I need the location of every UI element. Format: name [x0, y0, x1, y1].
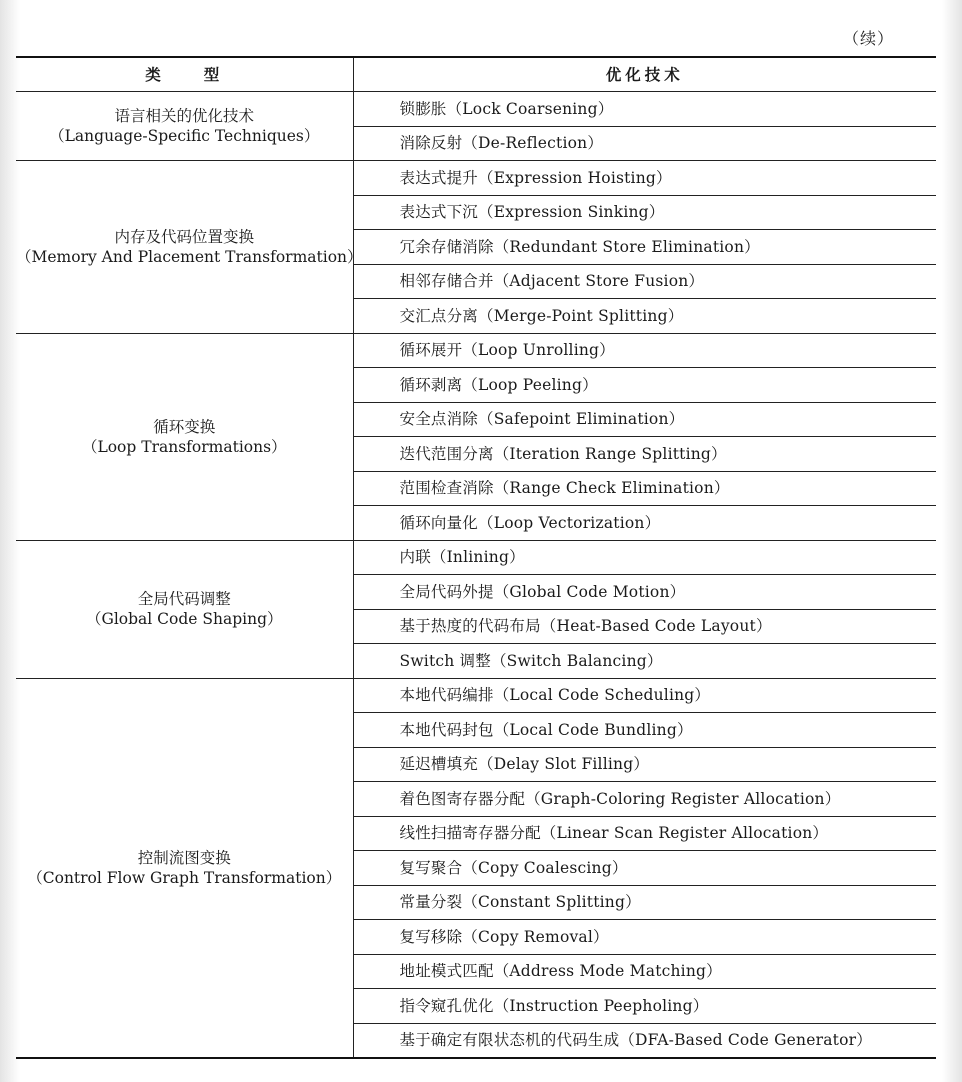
technique-cell: 消除反射（De-Reflection） [353, 126, 936, 161]
technique-cell: 线性扫描寄存器分配（Linear Scan Register Allocation） [353, 816, 936, 851]
category-cell [16, 678, 353, 1058]
technique-cell: 迭代范围分离（Iteration Range Splitting） [353, 437, 936, 472]
table-row [16, 333, 936, 368]
technique-cell: 循环剥离（Loop Peeling） [353, 368, 936, 403]
table-row [16, 92, 936, 127]
category-name-en: （Memory And Placement Transformation） [16, 247, 363, 266]
technique-cell: 本地代码封包（Local Code Bundling） [353, 713, 936, 748]
category-cell [16, 333, 353, 540]
technique-cell: 延迟槽填充（Delay Slot Filling） [353, 747, 936, 782]
table-row [16, 678, 936, 713]
category-name-zh: 控制流图变换 [137, 848, 231, 867]
technique-cell: 常量分裂（Constant Splitting） [353, 885, 936, 920]
category-name-zh: 语言相关的优化技术 [114, 107, 254, 125]
header-technique: 优化技术 [353, 57, 936, 92]
category-cell [16, 540, 353, 678]
technique-cell: 着色图寄存器分配（Graph-Coloring Register Allocation） [353, 782, 936, 817]
header-type: 类 型 [16, 57, 353, 92]
technique-cell: 表达式下沉（Expression Sinking） [353, 195, 936, 230]
technique-cell: 复写聚合（Copy Coalescing） [353, 851, 936, 886]
technique-cell: 内联（Inlining） [353, 540, 936, 575]
continued-label: （续） [842, 29, 894, 48]
technique-cell: 复写移除（Copy Removal） [353, 920, 936, 955]
category-cell [16, 161, 363, 334]
table-row [16, 540, 936, 575]
technique-cell: 交汇点分离（Merge-Point Splitting） [353, 299, 936, 334]
technique-cell: Switch 调整（Switch Balancing） [353, 644, 936, 679]
technique-cell: 循环向量化（Loop Vectorization） [353, 506, 936, 541]
technique-cell: 全局代码外提（Global Code Motion） [353, 575, 936, 610]
technique-cell: 范围检查消除（Range Check Elimination） [353, 471, 936, 506]
category-name-en: （Global Code Shaping） [85, 610, 283, 628]
technique-cell: 锁膨胀（Lock Coarsening） [353, 92, 936, 127]
optimization-techniques-table [16, 56, 936, 1059]
technique-cell: 冗余存储消除（Redundant Store Elimination） [353, 230, 936, 265]
category-name-zh: 循环变换 [153, 417, 216, 436]
category-cell [16, 92, 353, 161]
category-name-zh: 全局代码调整 [137, 590, 231, 608]
technique-cell: 指令窥孔优化（Instruction Peepholing） [353, 989, 936, 1024]
technique-cell: 相邻存储合并（Adjacent Store Fusion） [353, 264, 936, 299]
technique-cell: 本地代码编排（Local Code Scheduling） [353, 678, 936, 713]
technique-cell: 循环展开（Loop Unrolling） [353, 333, 936, 368]
technique-cell: 表达式提升（Expression Hoisting） [353, 161, 936, 196]
table-header-row [16, 57, 936, 92]
category-name-en: （Loop Transformations） [81, 437, 287, 456]
category-name-zh: 内存及代码位置变换 [114, 227, 254, 246]
technique-cell: 地址模式匹配（Address Mode Matching） [353, 954, 936, 989]
table-row [16, 161, 936, 196]
category-name-en: （Language-Specific Techniques） [49, 127, 320, 145]
technique-cell: 基于确定有限状态机的代码生成（DFA-Based Code Generator） [353, 1023, 936, 1058]
table-body [16, 92, 936, 1059]
technique-cell: 基于热度的代码布局（Heat-Based Code Layout） [353, 609, 936, 644]
technique-cell: 安全点消除（Safepoint Elimination） [353, 402, 936, 437]
category-name-en: （Control Flow Graph Transformation） [27, 868, 342, 887]
